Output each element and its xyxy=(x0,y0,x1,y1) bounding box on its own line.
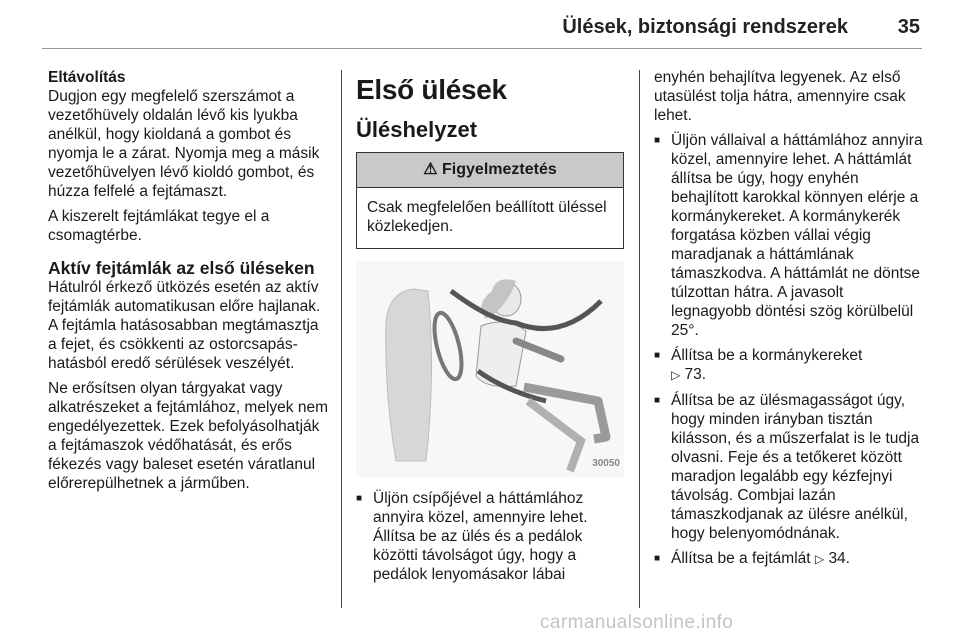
column-divider xyxy=(639,70,640,608)
list-item: ■ Állítsa be az ülésmagasságot úgy, hogy minden irányban tisztán kilásson, és a műszerfalat is le tudja olvasni. Feje és a tetőkeret között maradjon legalább egy kézfejnyi távolság. Combjai lazán támaszkodjanak az ülésre anélkül, hogy belenyomódnának. xyxy=(654,391,924,543)
list-item-text: Állítsa be a fejtámlát xyxy=(671,550,811,567)
page-number: 35 xyxy=(897,16,920,38)
column-left xyxy=(48,68,330,499)
seating-position-illustration xyxy=(356,261,624,477)
removal-paragraph: Dugjon egy megfelelő szerszámot a vezetőhüvely oldalán lévő kis lyukba anélkül, hogy kioldaná a gombot és nyomja le a zárat. Nyomja meg a másik vezetőhüvelyen lévő kioldó gombot, és húzza felfelé a fejtámaszt. xyxy=(48,88,320,200)
removal-paragraph-2: A kiszerelt fejtámlákat tegye el a csomagtérbe. xyxy=(48,208,270,244)
main-heading: Első ülések xyxy=(356,74,507,105)
list-item-text: Állítsa be a kormánykereket xyxy=(671,347,863,364)
seating-steps-list xyxy=(356,489,624,584)
list-item: ■ Üljön csípőjével a háttámlához annyira közel, amennyire lehet. Állítsa be az ülés és a pedálok közötti távolságot úgy, hogy a pedálok lenyomásakor lábai xyxy=(356,489,624,584)
page-reference: 34. xyxy=(828,550,850,567)
page-reference-arrow-icon: ▷ xyxy=(671,368,681,382)
page-reference-arrow-icon: ▷ xyxy=(814,552,825,566)
list-item xyxy=(654,549,924,569)
active-headrest-heading: Aktív fejtámlák az első üléseken xyxy=(48,258,315,278)
list-item xyxy=(654,346,924,385)
page-reference: 73. xyxy=(684,366,707,383)
figure-number: 30050 xyxy=(592,458,620,469)
warning-triangle-icon: ⚠ xyxy=(423,161,438,178)
column-middle xyxy=(356,68,624,590)
warning-box xyxy=(356,152,624,249)
section-heading: Üléshelyzet xyxy=(356,117,478,142)
seating-steps-list-continued xyxy=(654,131,924,569)
active-headrest-paragraph: Hátulról érkező ütközés esetén az aktív fejtámlák automatikusan előre hajlanak. A fejtámla hatásosabban megtámasztja a fejet, és csökkenti az ostorcsapás-hatásból eredő sérülések veszélyét. xyxy=(48,279,321,372)
header-divider xyxy=(42,48,922,49)
continued-paragraph: enyhén behajlítva legyenek. Az első utasülést tolja hátra, amennyire csak lehet. xyxy=(654,69,906,124)
active-headrest-paragraph-2: Ne erősítsen olyan tárgyakat vagy alkatrészeket a fejtámlához, melyek nem engedélyezettek. Ezek befolyásolhatják a fejtámaszok védőhatását, és erős fékezés vagy baleset esetén váratlanul előrerepülhetnek a járműben. xyxy=(48,380,328,492)
removal-heading: Eltávolítás xyxy=(48,69,126,86)
column-divider xyxy=(341,70,342,608)
warning-title: Figyelmeztetés xyxy=(442,161,557,178)
page-header xyxy=(0,0,960,48)
watermark: carmanualsonline.info xyxy=(540,612,734,633)
warning-header xyxy=(357,153,623,188)
column-right xyxy=(654,68,924,575)
page-header-title: Ülések, biztonsági rendszerek xyxy=(562,16,848,38)
warning-text: Csak megfelelően beállított üléssel közlekedjen. xyxy=(367,199,607,235)
list-item: ■ Üljön vállaival a háttámlához annyira közel, amennyire lehet. A háttámlát állítsa be úgy, hogy enyhén behajlított karokkal könnyen elérje a kormánykereket. A kormánykerék forgatása közben vállai végig maradjanak a háttámlának támaszkodva. A háttámlát ne döntse túlzottan hátra. A javasolt legnagyobb döntési szög körülbelül 25°. xyxy=(654,131,924,340)
